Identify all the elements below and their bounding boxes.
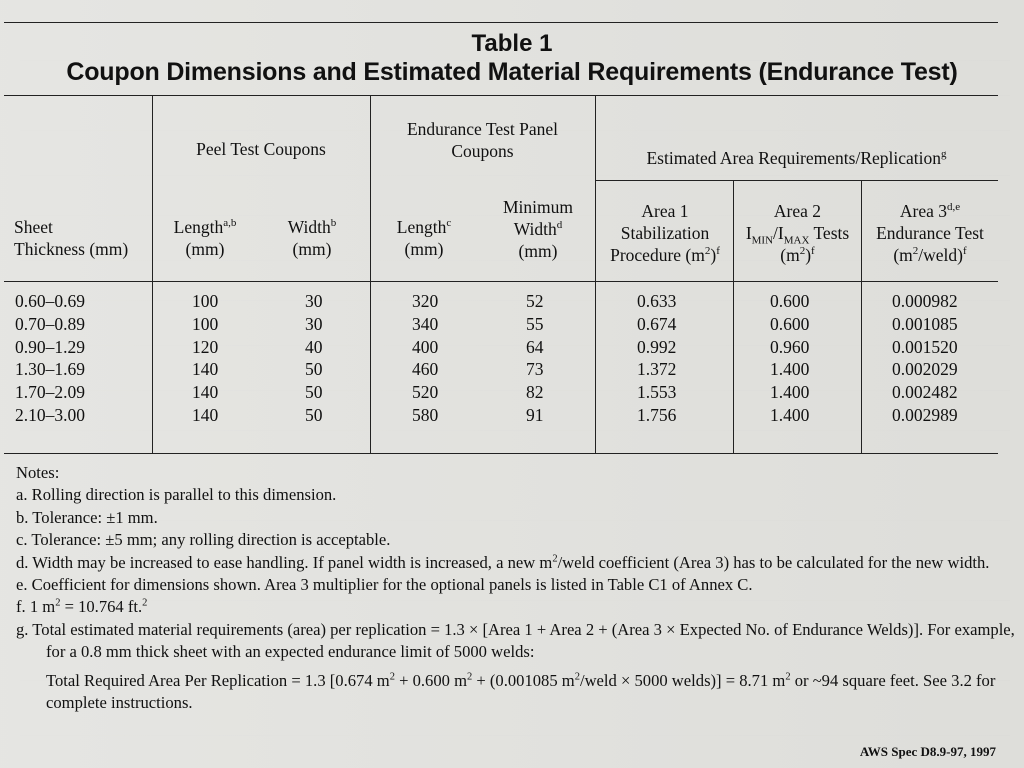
area3-line2: Endurance Test: [876, 223, 984, 243]
table-cell: 320: [412, 291, 439, 311]
note-d-exponent: 2: [552, 553, 558, 565]
notes-heading: Notes:: [16, 463, 60, 482]
table-cell: 520: [412, 382, 439, 403]
col-header-peel-length: [160, 216, 250, 260]
col-header-area-3: [862, 200, 998, 266]
top-rule: [4, 22, 998, 23]
table-cell: 0.674: [637, 313, 677, 334]
peel-length-label: Length: [173, 217, 224, 237]
area2-min-sub: MIN: [751, 234, 774, 247]
table-cell: 340: [412, 313, 439, 334]
source-citation: AWS Spec D8.9-97, 1997: [859, 744, 996, 759]
area1-footnote: f: [716, 245, 720, 258]
total-part5: or ~94 square feet. See 3.2 for: [790, 670, 996, 690]
note-f-text: f. 1 m: [16, 597, 56, 617]
table-cell: 580: [412, 404, 439, 425]
panel-length-label: Length: [396, 217, 447, 237]
total-exp3: 2: [574, 671, 580, 683]
col-peel-length: [192, 290, 218, 427]
table-cell: 0.90–1.29: [15, 336, 85, 357]
table-cell: 30: [305, 291, 323, 311]
area3-unit: (m: [893, 245, 913, 265]
area2-i-min: I: [745, 223, 752, 243]
total-exp4: 2: [785, 671, 791, 683]
area2-tests: Tests: [809, 223, 850, 243]
sheet-header-line2: Thickness (mm): [14, 239, 129, 259]
col-thickness: [15, 290, 85, 427]
panel-length-unit: (mm): [404, 239, 444, 259]
header-bottom-rule: [4, 281, 998, 282]
note-d-text: d. Width may be increased to ease handling. If panel width is increased, a new m: [16, 552, 553, 572]
table-cell: 2.10–3.00: [15, 404, 85, 425]
table-cell: 140: [192, 382, 219, 403]
col-area-2: [770, 290, 809, 427]
panel-width-unit: (mm): [518, 241, 558, 261]
total-part3: + (0.001085 m: [472, 670, 575, 690]
group-area-label: Estimated Area Requirements/Replication: [646, 148, 941, 168]
note-e: e. Coefficient for dimensions shown. Area 3 multiplier for the optional panels is listed in Table C1 of Annex C.: [16, 575, 753, 595]
header-top-rule: [4, 95, 998, 96]
panel-length-footnote: c: [446, 217, 452, 230]
area3-unit-close: /weld): [918, 245, 963, 265]
area3-unit-exponent: 2: [912, 245, 919, 258]
group-endurance-line2: Coupons: [451, 141, 514, 161]
peel-width-label: Width: [287, 217, 331, 237]
col-header-area-1: [598, 200, 732, 266]
table-cell: 1.400: [770, 382, 810, 403]
total-part4: /weld × 5000 welds)] = 8.71 m: [579, 670, 786, 690]
note-f: [16, 596, 1006, 618]
group-divider-rule: [595, 180, 998, 181]
table-cell: 1.400: [770, 404, 810, 425]
table-cell: 50: [305, 359, 323, 380]
area3-unit-footnote: f: [963, 245, 967, 258]
table-cell: 100: [192, 291, 219, 311]
col-header-peel-width: [262, 216, 362, 260]
peel-length-footnote: a,b: [223, 217, 237, 230]
panel-width-line1: Minimum: [502, 197, 573, 217]
note-c: c. Tolerance: ±5 mm; any rolling direction is acceptable.: [16, 530, 391, 550]
table-cell: 0.000982: [892, 291, 958, 311]
area2-i-max: /I: [773, 223, 784, 243]
area2-footnote: f: [811, 245, 815, 258]
area2-line1: Area 2: [773, 201, 822, 221]
table-cell: 40: [305, 336, 323, 357]
table-cell: 73: [526, 359, 544, 380]
peel-width-unit: (mm): [292, 239, 332, 259]
table-cell: 50: [305, 382, 323, 403]
area3-line1: Area 3: [899, 201, 947, 221]
peel-length-unit: (mm): [185, 239, 225, 259]
table-cell: 52: [526, 291, 544, 311]
table-cell: 64: [526, 336, 544, 357]
col-header-panel-min-width: [486, 196, 590, 262]
note-g-line2: for a 0.8 mm thick sheet with an expected endurance limit of 5000 welds:: [46, 642, 535, 662]
table-cell: 0.633: [637, 291, 677, 311]
table-cell: 1.70–2.09: [15, 382, 85, 403]
panel-width-line2: Width: [513, 219, 557, 239]
table-cell: 1.372: [637, 359, 677, 380]
table-cell: 1.30–1.69: [15, 359, 85, 380]
table-cell: 0.992: [637, 336, 677, 357]
table-cell: 91: [526, 404, 544, 425]
table-cell: 50: [305, 404, 323, 425]
table-cell: 30: [305, 313, 323, 334]
area2-unit: (m: [780, 245, 800, 265]
note-b: b. Tolerance: ±1 mm.: [16, 507, 158, 527]
area1-line1: Area 1: [641, 201, 689, 221]
group-endurance-line1: Endurance Test Panel: [406, 119, 559, 139]
group-area-footnote: g: [941, 148, 947, 161]
table-cell: 82: [526, 382, 544, 403]
note-f-exponent-1: 2: [55, 597, 61, 609]
table-cell: 400: [412, 336, 439, 357]
note-f-text-mid: = 10.764 ft.: [60, 597, 143, 617]
table-cell: 0.001085: [892, 313, 958, 334]
note-a: a. Rolling direction is parallel to this dimension.: [16, 485, 337, 505]
body-bottom-rule: [4, 453, 998, 454]
sheet-header-line1: Sheet: [14, 217, 53, 237]
total-part2: + 0.600 m: [394, 670, 467, 690]
col-peel-width: [305, 290, 323, 427]
col-header-sheet-thickness: [14, 216, 154, 260]
note-d-text-end: /weld coefficient (Area 3) has to be calculated for the new width.: [557, 552, 990, 572]
table-cell: 140: [192, 359, 219, 380]
note-g-line1: g. Total estimated material requirements (area) per replication = 1.3 × [Area 1 + Area 2 + (Area 3 × Expected No. of Endurance Welds)]. For example,: [16, 619, 1015, 639]
area2-max-sub: MAX: [783, 234, 810, 247]
table-cell: 0.600: [770, 313, 810, 334]
col-panel-length: [412, 290, 438, 427]
area1-unit-exponent: 2: [704, 245, 711, 258]
total-exp2: 2: [466, 671, 473, 683]
table-cell: 0.002989: [892, 404, 958, 425]
note-f-exponent-2: 2: [142, 597, 148, 609]
table-cell: 0.001520: [892, 336, 958, 357]
col-header-panel-length: [374, 216, 474, 260]
area1-line3: Procedure (m: [610, 245, 705, 265]
col-area-1: [637, 290, 676, 427]
area2-unit-close: ): [805, 245, 812, 265]
table-cell: 100: [192, 313, 219, 334]
col-panel-width: [526, 290, 544, 427]
group-area-requirements: [595, 147, 998, 169]
col-area-3: [892, 290, 958, 427]
table-cell: 0.002029: [892, 359, 958, 380]
table-cell: 1.400: [770, 359, 810, 380]
table-cell: 0.002482: [892, 382, 958, 403]
table-cell: 0.60–0.69: [15, 291, 85, 311]
group-peel-test-coupons: [152, 138, 370, 160]
table-caption: Coupon Dimensions and Estimated Material Requirements (Endurance Test): [66, 58, 958, 86]
panel-width-footnote: d: [556, 219, 563, 232]
area3-footnote: d,e: [947, 201, 961, 214]
area1-line3-close: ): [710, 245, 717, 265]
area1-line2: Stabilization: [620, 223, 710, 243]
table-cell: 1.553: [637, 382, 677, 403]
table-cell: 140: [192, 404, 219, 425]
col-header-area-2: [734, 200, 861, 266]
group-endurance-panel-coupons: [370, 118, 595, 162]
table-notes: [16, 462, 1015, 714]
note-d: [16, 552, 1006, 574]
table-cell: 0.600: [770, 291, 810, 311]
table-cell: 1.756: [637, 404, 677, 425]
note-total-line2: complete instructions.: [46, 693, 193, 713]
table-cell: 0.960: [770, 336, 810, 357]
table-cell: 460: [412, 359, 439, 380]
table-cell: 0.70–0.89: [15, 313, 85, 334]
total-exp1: 2: [389, 671, 395, 683]
total-part1: Total Required Area Per Replication = 1.3 [0.674 m: [46, 670, 390, 690]
note-total-line1: [16, 670, 1006, 692]
table-number: Table 1: [471, 30, 553, 57]
area2-unit-exponent: 2: [799, 245, 806, 258]
group-peel-label: Peel Test Coupons: [196, 139, 326, 159]
table-cell: 120: [192, 336, 219, 357]
peel-width-footnote: b: [330, 217, 337, 230]
table-cell: 55: [526, 313, 544, 334]
